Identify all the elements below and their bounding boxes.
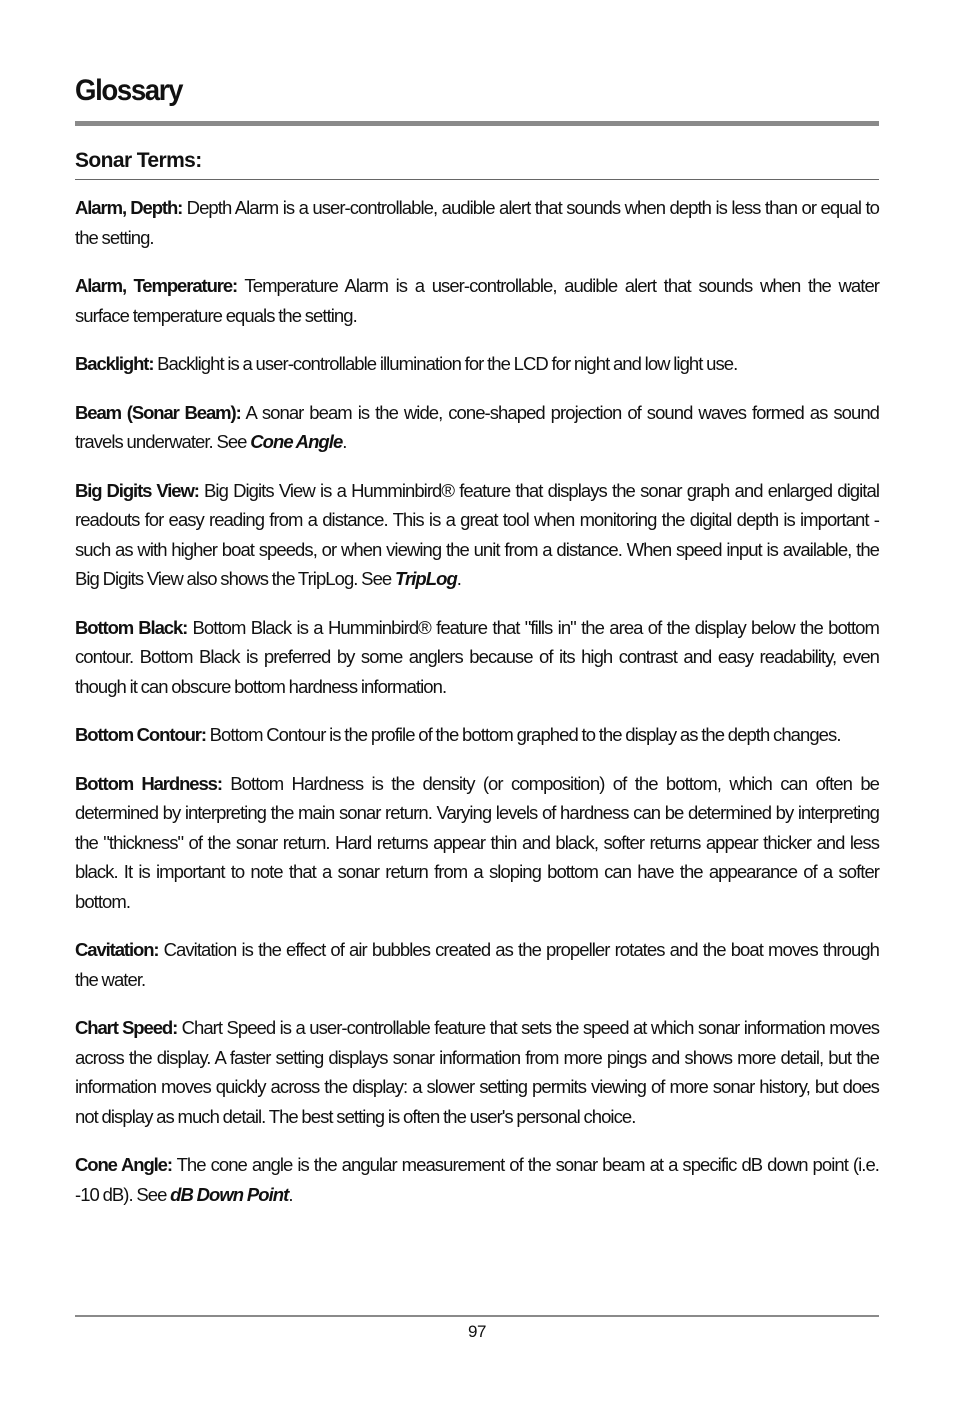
entry-definition: Bottom Contour is the profile of the bottom graphed to the display as the depth changes. <box>205 724 841 745</box>
entry-term: Bottom Black: <box>75 616 188 638</box>
entry-definition: Depth Alarm is a user-controllable, audible alert that sounds when depth is less than or equal to the setting. <box>75 197 879 248</box>
entry-definition: A sonar beam is the wide, cone-shaped projection of sound waves formed as sound travels underwater. See <box>75 401 879 452</box>
page-title: Glossary <box>75 74 183 107</box>
entry-term: Big Digits View: <box>75 479 199 501</box>
glossary-entry <box>75 613 879 702</box>
entry-term: Chart Speed: <box>75 1017 178 1038</box>
glossary-entry <box>75 720 879 750</box>
entry-definition: Bottom Black is a Humminbird® feature that "fills in" the area of the display below the bottom contour. Bottom Black is preferred by some anglers because of its high contrast and easy readability, even though it can obscure bottom hardness information. <box>75 616 879 697</box>
cross-reference-link[interactable]: TripLog <box>394 568 457 589</box>
entry-term: Bottom Hardness: <box>75 772 222 794</box>
entry-tail: . <box>456 568 461 589</box>
entry-term: Alarm, Depth: <box>75 197 183 218</box>
glossary-entry <box>75 398 879 457</box>
entry-definition: Cavitation is the effect of air bubbles created as the propeller rotates and the boat moves through the water. <box>75 939 879 990</box>
document-page <box>75 0 879 1406</box>
glossary-entry <box>75 476 879 594</box>
section-divider <box>75 179 879 180</box>
glossary-entries <box>75 193 879 1228</box>
glossary-entry <box>75 193 879 252</box>
entry-tail: . <box>288 1183 293 1205</box>
page-number: 97 <box>468 1322 486 1341</box>
glossary-entry <box>75 349 879 379</box>
entry-term: Cavitation: <box>75 939 159 960</box>
entry-definition: Backlight is a user-controllable illumination for the LCD for night and low light use. <box>153 353 738 374</box>
entry-definition: Big Digits View is a Humminbird® feature that displays the sonar graph and enlarged digital readouts for easy reading from a distance. This is a great tool when monitoring the digital depth is important - such as with higher boat speeds, or when viewing the unit from a distance. When speed input is available, the Big Digits View also shows the TripLog. See <box>75 479 879 589</box>
entry-term: Cone Angle: <box>75 1154 172 1175</box>
glossary-entry <box>75 769 879 917</box>
entry-term: Alarm, Temperature: <box>75 275 238 296</box>
entry-tail: . <box>342 431 347 452</box>
entry-term: Beam (Sonar Beam): <box>75 401 241 423</box>
entry-definition: Temperature Alarm is a user-controllable, audible alert that sounds when the water surface temperature equals the setting. <box>75 275 879 326</box>
entry-term: Backlight: <box>75 353 154 374</box>
glossary-entry <box>75 1150 879 1209</box>
entry-term: Bottom Contour: <box>75 724 206 745</box>
cross-reference-link[interactable]: dB Down Point <box>170 1183 289 1205</box>
footer-divider <box>75 1315 879 1317</box>
glossary-entry <box>75 271 879 330</box>
section-heading: Sonar Terms: <box>75 149 202 172</box>
glossary-entry <box>75 1013 879 1131</box>
glossary-entry <box>75 935 879 994</box>
cross-reference-link[interactable]: Cone Angle <box>250 431 343 452</box>
entry-definition: The cone angle is the angular measurement of the sonar beam at a specific dB down point (i.e. -10 dB). See <box>75 1154 879 1205</box>
entry-definition: Chart Speed is a user-controllable feature that sets the speed at which sonar information moves across the display. A faster setting displays sonar information from more pings and shows more detail, but the information moves quickly across the display: a slower setting permits viewing of more sonar history, but does not display as much detail. The best setting is often the user's personal choice. <box>75 1017 879 1127</box>
title-divider <box>75 121 879 126</box>
entry-definition: Bottom Hardness is the density (or composition) of the bottom, which can often be determined by interpreting the main sonar return. Varying levels of hardness can be determined by interpreting the "thickness" of the sonar return. Hard returns appear thin and black, softer returns appear thicker and less black. It is important to note that a sonar return from a sloping bottom can have the appearance of a softer bottom. <box>75 772 879 912</box>
